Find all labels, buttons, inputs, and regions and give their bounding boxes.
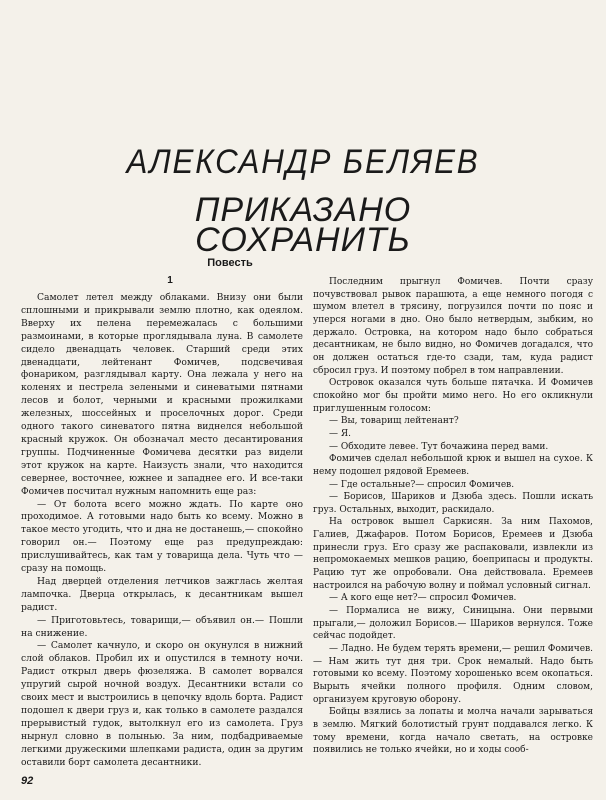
paragraph: — А кого еще нет?— спросил Фомичев. bbox=[329, 593, 517, 604]
paragraph: Островок оказался чуть больше пятачка. И Фомичев спокойно мог бы пройти мимо него. Но его окликнули приглушенным голосом: bbox=[313, 378, 593, 414]
paragraph: Последним прыгнул Фомичев. Почти сразу почувствовал рывок парашюта, а еще немного погодя с шумом влетел в трясину, погрузился почти по пояс и уперся ногами в дно. Оно было нетвердым, зыбким, но держало. Островка, на котором надо было собраться десантникам, не было видно, но Фомичев догадался, что он должен остаться где-то сзади, там, куда радист сбросил груз. И поэтому побрел в том направлении. bbox=[313, 277, 593, 376]
paragraph: — Обходите левее. Тут бочажина перед вами. bbox=[329, 441, 549, 452]
chapter-number: 1 bbox=[167, 275, 173, 286]
paragraph: — Вы, товарищ лейтенант? bbox=[329, 416, 459, 427]
author-name: АЛЕКСАНДР БЕЛЯЕВ bbox=[126, 143, 480, 181]
genre-subtitle: Повесть bbox=[207, 257, 253, 269]
paragraph: — Ладно. Не будем терять времени,— решил Фомичев.— Нам жить тут дня три. Срок немалый. Надо быть готовыми ко всему. Поэтому хорошенько всем окопаться. Вырыть ячейки полного профиля. Одним словом, организуем круговую оборону. bbox=[313, 644, 593, 705]
paragraph: — Пормалиса не вижу, Синицына. Они первыми прыгали,— доложил Борисов.— Шариков вернулся. Тоже сейчас подойдет. bbox=[313, 606, 593, 642]
page-number: 92 bbox=[21, 775, 34, 787]
paragraph: — Борисов, Шариков и Дзюба здесь. Пошли искать груз. Остальных, выходит, раскидало. bbox=[313, 492, 593, 515]
left-column bbox=[21, 292, 303, 770]
story-title-line-2: СОХРАНИТЬ bbox=[195, 221, 411, 259]
paragraph: Над дверцей отделения летчиков зажглась желтая лампочка. Дверца открылась, к десантникам вышел радист. bbox=[21, 575, 303, 613]
paragraph: — Я. bbox=[329, 428, 351, 439]
paragraph: — Где остальные?— спросил Фомичев. bbox=[329, 479, 515, 490]
paragraph: — Приготовьтесь, товарищи,— объявил он.— Пошли на снижение. bbox=[21, 614, 303, 639]
paragraph: — Самолет качнуло, и скоро он окунулся в нижний слой облаков. Пробил их и опустился в темноту ночи. Радист открыл дверь фюзеляжа. В самолет ворвался упругий сырой ночной воздух. Десантники встали со своих мест и выстроились в цепочку вдоль борта. Радист подошел к двери груз и, как только в самолете раздался прерывистый гудок, вытолкнул его из самолета. Груз нырнул словно в полынью. За ним, подбадриваемые легкими дружескими шлепками радиста, один за другим оставили борт самолета десантники. bbox=[21, 640, 303, 768]
paragraph: Фомичев сделал небольшой крюк и вышел на сухое. К нему подошел рядовой Еремеев. bbox=[313, 454, 593, 477]
paragraph: На островок вышел Саркисян. За ним Пахомов, Галиев, Джафаров. Потом Борисов, Еремеев и Дзюба принесли груз. Его сразу же распаковали, извлекли из непромокаемых мешков рацию, боеприпасы и продукты. Рацию тут же опробовали. Она действовала. Еремеев настроился на рабочую волну и поймал условный сигнал. bbox=[313, 517, 593, 591]
story-title-line-1: ПРИКАЗАНО bbox=[194, 191, 412, 229]
paragraph: — От болота всего можно ждать. По карте оно проходимое. А готовыми надо быть ко всему. Можно в такое место угодить, что и дна не достанешь,— спокойно говорил он.— Поэтому еще раз предупреждаю: прислушивайтесь, как там у товарища дела. Чуть что — сразу на помощь. bbox=[21, 498, 303, 575]
paragraph: Бойцы взялись за лопаты и молча начали зарываться в землю. Мягкий болотистый грунт поддавался легко. К тому времени, когда начало светать, на островке появились не только ячейки, но и ходы сооб- bbox=[313, 707, 593, 756]
paragraph: Самолет летел между облаками. Внизу они были сплошными и прикрывали землю плотно, как одеялом. Вверху их пелена перемежалась с большими размоинами, в которые проглядывала луна. В самолете сидело двенадцать человек. Старший среди этих двенадцати, лейтенант Фомичев, подсвечивая фонариком, разглядывал карту. Она лежала у него на коленях и пестрела зелеными и синеватыми пятнами лесов и болот, черными и красными прожилками железных, шоссейных и проселочных дорог. Среди одного такого синеватого пятна виднелся небольшой красный кружок. Он обозначал место десантирования группы. Подчиненные Фомичева десятки раз видели этот кружок на карте. Наизусть знали, что находится севернее, восточнее, южнее и западнее его. И все-таки Фомичев посчитал нужным напомнить еще раз: bbox=[21, 292, 303, 497]
right-column bbox=[313, 276, 593, 757]
